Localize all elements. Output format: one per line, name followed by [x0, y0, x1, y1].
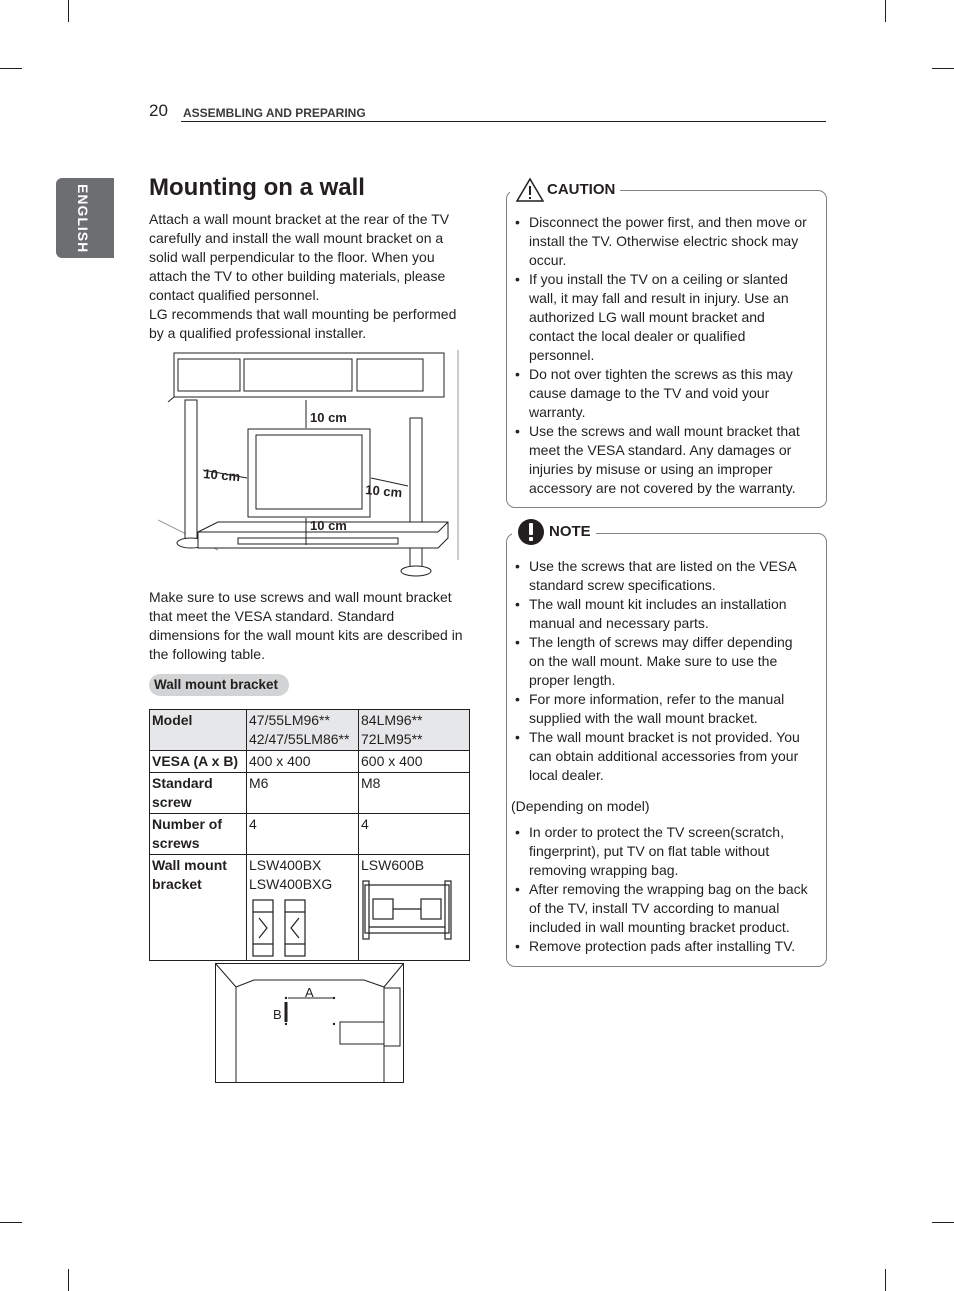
- text-line: by a qualified professional installer.: [149, 325, 367, 341]
- table-cell: [247, 710, 359, 751]
- exclamation-icon: [517, 518, 545, 546]
- crop-mark: [885, 0, 886, 22]
- text-line: • Disconnect the power first, and then move or: [529, 214, 807, 230]
- text-line: • In order to protect the TV screen(scratch,: [529, 824, 784, 840]
- bracket-model: LSW400BXG: [249, 876, 333, 892]
- text-line: attach the TV to other building materials, please: [149, 268, 446, 284]
- model-name: 42/47/55LM86**: [249, 731, 350, 747]
- text-line: included in wall mounting bracket product.: [529, 919, 790, 935]
- table-cell: M8: [359, 773, 470, 814]
- row-label: Wall mount: [152, 857, 227, 873]
- depending-on-model: (Depending on model): [511, 798, 650, 814]
- clearance-top-label: 10 cm: [310, 410, 347, 425]
- model-name: 47/55LM96**: [249, 712, 330, 728]
- table-cell: [150, 855, 247, 961]
- caution-list: [507, 213, 825, 498]
- text-line: authorized LG wall mount bracket and: [529, 309, 765, 325]
- text-line: contact qualified personnel.: [149, 287, 320, 303]
- text-line: proper length.: [529, 672, 616, 688]
- table-cell: VESA (A x B): [150, 751, 247, 773]
- caution-title: CAUTION: [547, 180, 616, 198]
- text-line: that meet the VESA standard. Standard: [149, 608, 395, 624]
- table-cell: [359, 710, 470, 751]
- list-item: [507, 823, 825, 880]
- row-label: screws: [152, 835, 200, 851]
- row-label: bracket: [152, 876, 202, 892]
- text-line: wall, it may fall and result in injury. Use an: [529, 290, 789, 306]
- note-title: NOTE: [549, 522, 591, 540]
- table-cell: [150, 814, 247, 855]
- text-line: install the TV. Otherwise electric shock may: [529, 233, 799, 249]
- text-line: • Use the screws and wall mount bracket that: [529, 423, 800, 439]
- crop-mark: [0, 68, 22, 69]
- list-item: [507, 213, 825, 270]
- text-line: manual and necessary parts.: [529, 615, 709, 631]
- dimension-a-label: A: [305, 985, 314, 1000]
- bracket-model: LSW400BX: [249, 857, 322, 873]
- list-item: [507, 880, 825, 937]
- text-line: carefully and install the wall mount bracket on a: [149, 230, 444, 246]
- table-cell: M6: [247, 773, 359, 814]
- table-row: [150, 710, 470, 751]
- text-line: Make sure to use screws and wall mount bracket: [149, 589, 452, 605]
- crop-mark: [0, 1222, 22, 1223]
- text-line: accessory are not covered by the warranty.: [529, 480, 796, 496]
- text-line: • Remove protection pads after installing TV.: [529, 938, 796, 954]
- table-cell: Model: [150, 710, 247, 751]
- crop-mark: [68, 0, 69, 22]
- text-line: • Use the screws that are listed on the VESA: [529, 558, 797, 574]
- bracket-lsw400-image: [249, 898, 309, 958]
- dimension-b-label: B: [273, 1007, 282, 1022]
- text-line: the following table.: [149, 646, 265, 662]
- table-row: [150, 773, 470, 814]
- vesa-dimension-diagram: [214, 962, 406, 1085]
- table-cell: 4: [247, 814, 359, 855]
- clearance-right-label: 10 cm: [364, 482, 403, 501]
- text-line: injuries by misuse or using an improper: [529, 461, 773, 477]
- language-tab-label: ENGLISH: [75, 184, 91, 254]
- caution-title-wrap: [510, 177, 620, 203]
- row-label: screw: [152, 794, 192, 810]
- list-item: [507, 690, 825, 728]
- clearance-bottom-label: 10 cm: [310, 518, 347, 533]
- header-rule: [181, 121, 826, 122]
- bracket-lsw600-image: [361, 879, 453, 941]
- list-item: [507, 937, 825, 956]
- list-item: [507, 557, 825, 595]
- list-item: [507, 728, 825, 785]
- wall-mount-clearance-diagram: [158, 350, 463, 582]
- list-item: [507, 365, 825, 422]
- page-title: Mounting on a wall: [149, 174, 365, 201]
- text-line: personnel.: [529, 347, 595, 363]
- text-line: Attach a wall mount bracket at the rear of the TV: [149, 211, 450, 227]
- note-list-2: [507, 823, 825, 956]
- model-name: 72LM95**: [361, 731, 423, 747]
- text-line: dimensions for the wall mount kits are described in: [149, 627, 463, 643]
- crop-mark: [932, 1222, 954, 1223]
- model-name: 84LM96**: [361, 712, 423, 728]
- row-label: Number of: [152, 816, 222, 832]
- table-cell: [359, 855, 470, 961]
- clearance-left-label: 10 cm: [202, 466, 241, 485]
- table-row: [150, 751, 470, 773]
- table-cell: [247, 855, 359, 961]
- text-line: • For more information, refer to the manual: [529, 691, 785, 707]
- text-line: warranty.: [529, 404, 586, 420]
- text-line: LG recommends that wall mounting be performed: [149, 306, 457, 322]
- table-cell: 4: [359, 814, 470, 855]
- text-line: can obtain additional accessories from your: [529, 748, 799, 764]
- bracket-model: LSW600B: [361, 857, 425, 873]
- wall-mount-spec-table: [149, 709, 470, 961]
- list-item: [507, 595, 825, 633]
- text-line: • After removing the wrapping bag on the back: [529, 881, 808, 897]
- text-line: • If you install the TV on a ceiling or slanted: [529, 271, 788, 287]
- text-line: of the TV, install TV according to manual: [529, 900, 780, 916]
- text-line: on the wall mount. Make sure to use the: [529, 653, 778, 669]
- crop-mark: [885, 1269, 886, 1291]
- crop-mark: [932, 68, 954, 69]
- text-line: contact the local dealer or qualified: [529, 328, 746, 344]
- text-line: local dealer.: [529, 767, 604, 783]
- text-line: supplied with the wall mount bracket.: [529, 710, 758, 726]
- page-number: 20: [149, 101, 168, 120]
- table-cell: 600 x 400: [359, 751, 470, 773]
- language-tab: [56, 178, 114, 258]
- text-line: removing wrapping bag.: [529, 862, 679, 878]
- bracket-section-label: Wall mount bracket: [149, 674, 289, 696]
- text-line: meet the VESA standard. Any damages or: [529, 442, 792, 458]
- list-item: [507, 422, 825, 498]
- warning-triangle-icon: [515, 177, 545, 203]
- list-item: [507, 270, 825, 365]
- table-cell: 400 x 400: [247, 751, 359, 773]
- table-row: [150, 814, 470, 855]
- text-line: • The wall mount kit includes an installation: [529, 596, 787, 612]
- text-line: • Do not over tighten the screws as this may: [529, 366, 793, 382]
- table-cell: [150, 773, 247, 814]
- note-list: [507, 557, 825, 785]
- intro-paragraph: [149, 210, 474, 343]
- text-line: • The length of screws may differ depending: [529, 634, 793, 650]
- text-line: occur.: [529, 252, 567, 268]
- text-line: standard screw specifications.: [529, 577, 716, 593]
- note-title-wrap: [512, 518, 596, 546]
- text-line: cause damage to the TV and void your: [529, 385, 770, 401]
- table-row: [150, 855, 470, 961]
- list-item: [507, 633, 825, 690]
- vesa-paragraph: [149, 588, 474, 664]
- text-line: fingerprint), put TV on flat table without: [529, 843, 770, 859]
- text-line: • The wall mount bracket is not provided. You: [529, 729, 800, 745]
- crop-mark: [68, 1269, 69, 1291]
- text-line: solid wall perpendicular to the floor. When you: [149, 249, 435, 265]
- section-title: ASSEMBLING AND PREPARING: [183, 106, 366, 120]
- row-label: Standard: [152, 775, 213, 791]
